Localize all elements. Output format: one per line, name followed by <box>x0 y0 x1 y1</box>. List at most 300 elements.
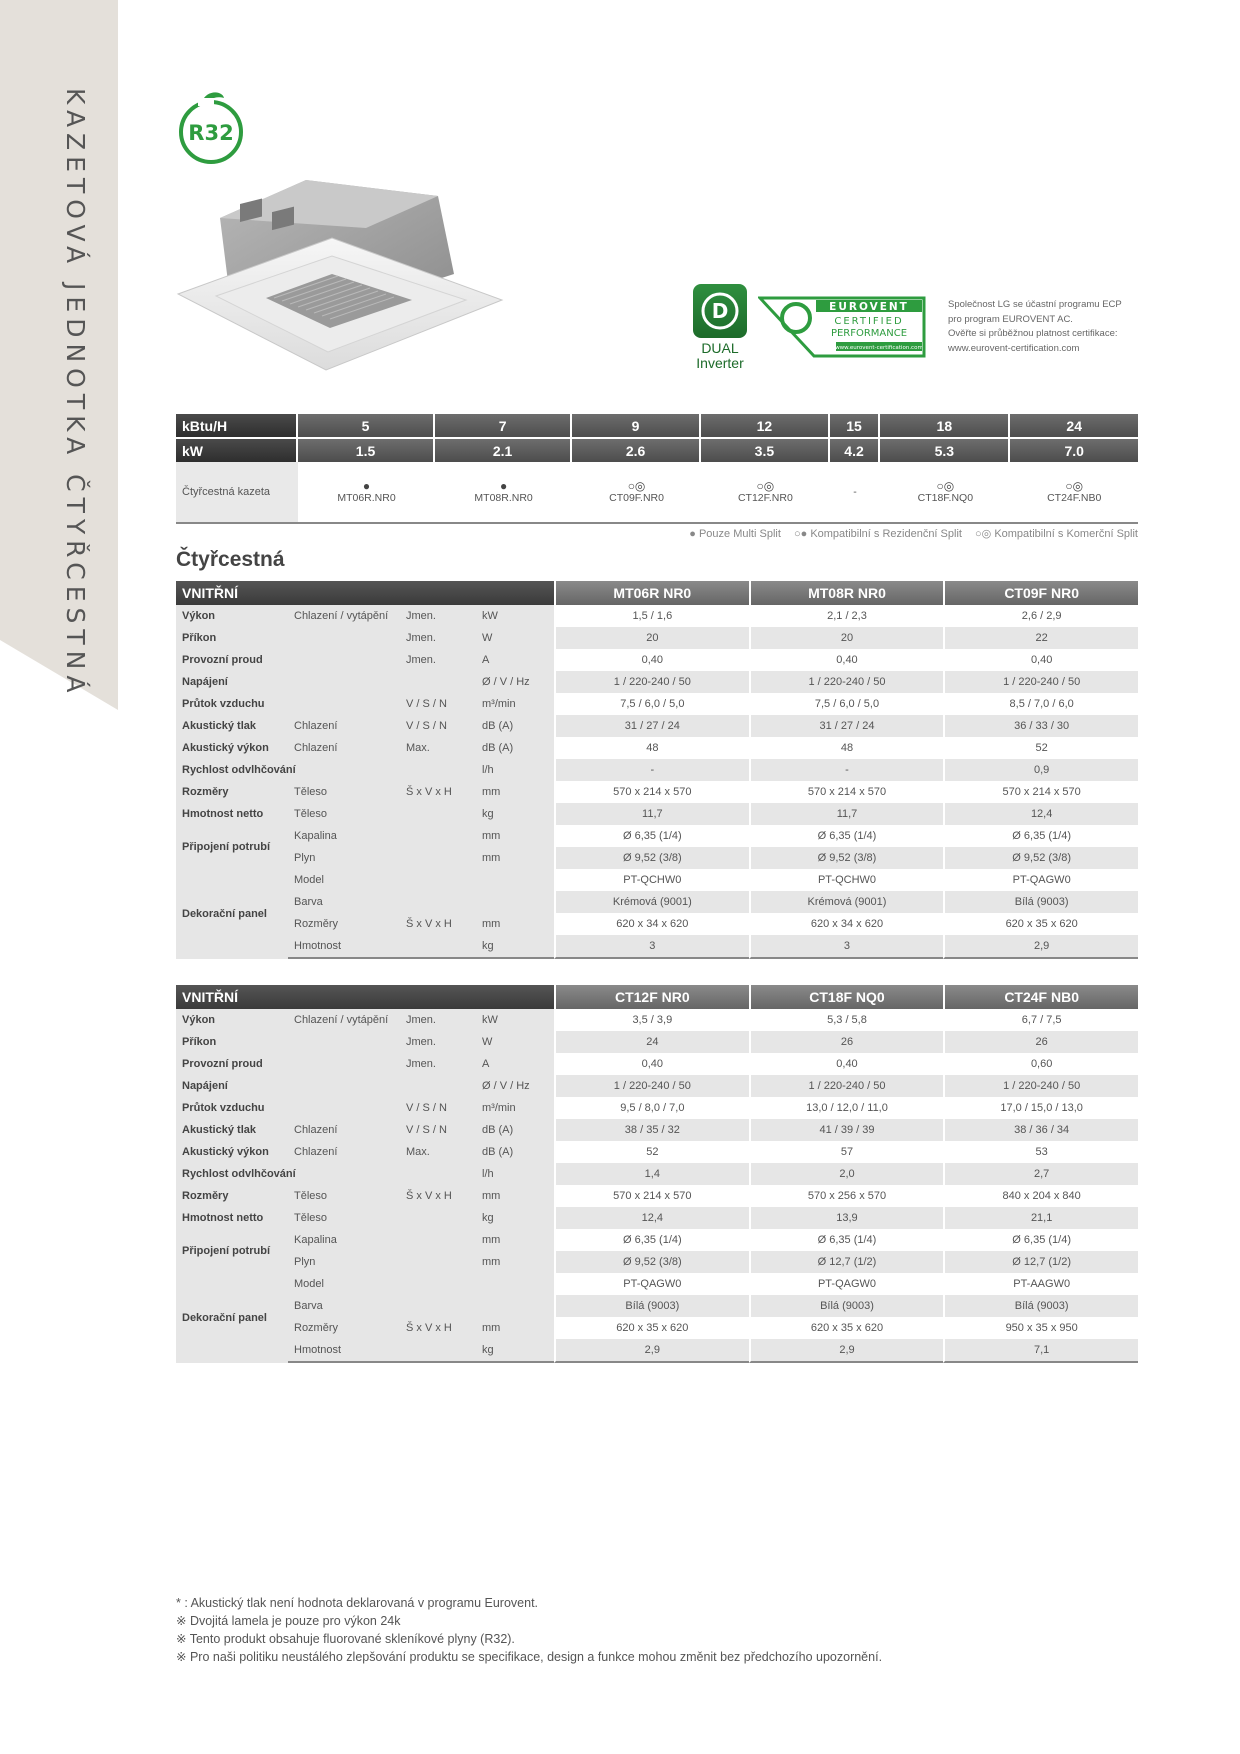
row-sub: Barva <box>288 1295 400 1317</box>
row-sub <box>288 693 400 715</box>
spec-value: Ø 9,52 (3/8) <box>749 847 944 869</box>
row-label: Příkon <box>176 1031 288 1053</box>
spec-value: 840 x 204 x 840 <box>943 1185 1138 1207</box>
spec-row <box>176 1251 1138 1273</box>
row-cond <box>400 759 476 781</box>
spec-value: 1 / 220-240 / 50 <box>554 1075 749 1097</box>
spec-value: 3 <box>749 935 944 959</box>
row-cond <box>400 1339 476 1363</box>
row-unit: l/h <box>476 759 554 781</box>
capacity-model-cell <box>880 462 1010 524</box>
spec-row <box>176 1339 1138 1363</box>
row-sub: Chlazení <box>288 737 400 759</box>
row-label: Akustický tlak <box>176 1119 288 1141</box>
row-unit <box>476 1273 554 1295</box>
spec-row <box>176 891 1138 913</box>
ecp-note-line: pro program EUROVENT AC. <box>948 313 1073 325</box>
spec-value: 36 / 33 / 30 <box>943 715 1138 737</box>
spec-row <box>176 1317 1138 1339</box>
row-unit: mm <box>476 913 554 935</box>
kbtu-value: 5 <box>298 414 435 437</box>
spec-value: Ø 6,35 (1/4) <box>943 825 1138 847</box>
row-label: Průtok vzduchu <box>176 693 288 715</box>
spec-row <box>176 1295 1138 1317</box>
row-unit: kW <box>476 1009 554 1031</box>
spec-value: 2,9 <box>554 1339 749 1363</box>
kw-value: 2.1 <box>435 437 572 462</box>
row-cond <box>400 825 476 847</box>
kbtu-value: 18 <box>880 414 1010 437</box>
row-sub: Chlazení <box>288 1119 400 1141</box>
row-cond: Jmen. <box>400 1009 476 1031</box>
row-cond <box>400 847 476 869</box>
spec-value: 48 <box>749 737 944 759</box>
spec-value: Ø 6,35 (1/4) <box>554 825 749 847</box>
eurovent-line2: CERTIFIED <box>834 316 904 327</box>
spec-row <box>176 1273 1138 1295</box>
spec-value: 570 x 214 x 570 <box>554 1185 749 1207</box>
inverter-label: Inverter <box>696 355 744 371</box>
kw-value: 7.0 <box>1010 437 1138 462</box>
row-cond: Max. <box>400 1141 476 1163</box>
spec-value: Bílá (9003) <box>943 1295 1138 1317</box>
row-cond <box>400 1163 476 1185</box>
row-sub: Kapalina <box>288 1229 400 1251</box>
spec-value: 1 / 220-240 / 50 <box>943 1075 1138 1097</box>
spec-value: 620 x 34 x 620 <box>749 913 944 935</box>
compat-legend <box>640 527 1138 540</box>
row-sub: Chlazení / vytápění <box>288 1009 400 1031</box>
spec-row <box>176 693 1138 715</box>
spec-value: 41 / 39 / 39 <box>749 1119 944 1141</box>
spec-value: 3 <box>554 935 749 959</box>
spec-value: Ø 9,52 (3/8) <box>943 847 1138 869</box>
row-unit: A <box>476 1053 554 1075</box>
row-unit <box>476 891 554 913</box>
spec-value: 570 x 256 x 570 <box>749 1185 944 1207</box>
row-cond <box>400 869 476 891</box>
row-cond: V / S / N <box>400 1097 476 1119</box>
model-header: MT06R NR0 <box>554 581 749 605</box>
spec-value: 1 / 220-240 / 50 <box>554 671 749 693</box>
spec-value: PT-QCHW0 <box>749 869 944 891</box>
spec-value: 26 <box>749 1031 944 1053</box>
eurovent-url: www.eurovent-certification.com <box>835 345 923 351</box>
compat-symbol: ○◎ <box>627 479 646 493</box>
spec-value: 22 <box>943 627 1138 649</box>
row-cond: V / S / N <box>400 693 476 715</box>
row-sub <box>288 671 400 693</box>
capacity-model-cell <box>1010 462 1138 524</box>
spec-value: 17,0 / 15,0 / 13,0 <box>943 1097 1138 1119</box>
footnote: ※ Pro naši politiku neustálého zlepšování produktu se specifikace, design a funkce mohou změnit bez předchozího upozornění. <box>176 1650 883 1664</box>
kw-value: 2.6 <box>572 437 701 462</box>
row-cond <box>400 891 476 913</box>
row-sub: Rozměry <box>288 1317 400 1339</box>
spec-header: VNITŘNÍ <box>176 581 554 605</box>
row-unit: W <box>476 1031 554 1053</box>
kbtu-value: 7 <box>435 414 572 437</box>
model-header: CT12F NR0 <box>554 985 749 1009</box>
spec-row <box>176 913 1138 935</box>
row-sub: Těleso <box>288 781 400 803</box>
row-unit: kW <box>476 605 554 627</box>
spec-value: PT-QCHW0 <box>554 869 749 891</box>
row-sub <box>288 1097 400 1119</box>
spec-value: Ø 9,52 (3/8) <box>554 847 749 869</box>
row-sub <box>288 1031 400 1053</box>
spec-value: - <box>749 759 944 781</box>
capacity-model-cell <box>701 462 830 524</box>
capacity-model-cell <box>830 462 880 524</box>
row-sub: Plyn <box>288 1251 400 1273</box>
row-sub: Barva <box>288 891 400 913</box>
spec-value: 570 x 214 x 570 <box>554 781 749 803</box>
spec-value: 1,5 / 1,6 <box>554 605 749 627</box>
spec-value: 1 / 220-240 / 50 <box>943 671 1138 693</box>
spec-value: 7,1 <box>943 1339 1138 1363</box>
dual-label: DUAL <box>701 340 739 356</box>
model-header: CT09F NR0 <box>943 581 1138 605</box>
spec-value: 13,0 / 12,0 / 11,0 <box>749 1097 944 1119</box>
spec-row <box>176 605 1138 627</box>
row-label: Průtok vzduchu <box>176 1097 288 1119</box>
spec-value: 0,40 <box>554 649 749 671</box>
row-unit: kg <box>476 1207 554 1229</box>
spec-value: 2,9 <box>749 1339 944 1363</box>
spec-row <box>176 649 1138 671</box>
kw-value: 4.2 <box>830 437 880 462</box>
row-sub: Plyn <box>288 847 400 869</box>
spec-value: Krémová (9001) <box>554 891 749 913</box>
spec-value: 2,0 <box>749 1163 944 1185</box>
spec-value: Ø 9,52 (3/8) <box>554 1251 749 1273</box>
spec-value: 11,7 <box>749 803 944 825</box>
spec-value: Krémová (9001) <box>749 891 944 913</box>
kbtu-value: 15 <box>830 414 880 437</box>
compat-symbol: ○◎ <box>1065 479 1084 493</box>
kw-label: kW <box>176 437 298 462</box>
spec-value: 620 x 35 x 620 <box>749 1317 944 1339</box>
spec-value: 2,6 / 2,9 <box>943 605 1138 627</box>
spec-value: Ø 6,35 (1/4) <box>554 1229 749 1251</box>
row-label: Provozní proud <box>176 1053 288 1075</box>
compat-symbol: ○◎ <box>936 479 955 493</box>
spec-value: 2,9 <box>943 935 1138 959</box>
spec-row <box>176 1097 1138 1119</box>
row-cond <box>400 1075 476 1097</box>
footnote: ※ Tento produkt obsahuje fluorované skleníkové plyny (R32). <box>176 1632 515 1646</box>
group-label: Dekorační panel <box>176 1273 288 1363</box>
row-sub <box>288 627 400 649</box>
spec-value: PT-QAGW0 <box>943 869 1138 891</box>
spec-table <box>176 581 1138 959</box>
row-unit: dB (A) <box>476 737 554 759</box>
spec-value: Ø 6,35 (1/4) <box>943 1229 1138 1251</box>
row-cond <box>400 671 476 693</box>
row-cond <box>400 1207 476 1229</box>
spec-value: 3,5 / 3,9 <box>554 1009 749 1031</box>
section-title: Čtyřcestná <box>176 548 285 571</box>
spec-value: 8,5 / 7,0 / 6,0 <box>943 693 1138 715</box>
spec-value: 24 <box>554 1031 749 1053</box>
compat-symbol: ○◎ <box>756 479 775 493</box>
row-unit <box>476 1295 554 1317</box>
spec-value: 52 <box>554 1141 749 1163</box>
spec-value: Bílá (9003) <box>943 891 1138 913</box>
spec-value: 26 <box>943 1031 1138 1053</box>
ecp-note-line: Společnost LG se účastní programu ECP <box>948 299 1122 310</box>
capacity-model: - <box>853 486 857 498</box>
row-unit: kg <box>476 1339 554 1363</box>
spec-value: 7,5 / 6,0 / 5,0 <box>554 693 749 715</box>
row-unit: Ø / V / Hz <box>476 1075 554 1097</box>
spec-value: 7,5 / 6,0 / 5,0 <box>749 693 944 715</box>
spec-row <box>176 869 1138 891</box>
capacity-model-cell <box>298 462 435 524</box>
row-cond <box>400 1273 476 1295</box>
row-sub <box>288 1075 400 1097</box>
row-cond <box>400 1229 476 1251</box>
spec-row <box>176 935 1138 959</box>
group-label: Připojení potrubí <box>176 1229 288 1273</box>
spec-value: 57 <box>749 1141 944 1163</box>
row-sub: Těleso <box>288 1185 400 1207</box>
kw-value: 1.5 <box>298 437 435 462</box>
spec-row <box>176 1185 1138 1207</box>
row-sub: Kapalina <box>288 825 400 847</box>
row-label: Příkon <box>176 627 288 649</box>
spec-value: 53 <box>943 1141 1138 1163</box>
spec-row <box>176 1207 1138 1229</box>
spec-value: 1 / 220-240 / 50 <box>749 671 944 693</box>
row-sub: Těleso <box>288 1207 400 1229</box>
legend-item: ○● Kompatibilní s Rezidenční Split <box>793 528 962 540</box>
kbtu-value: 9 <box>572 414 701 437</box>
group-label: Dekorační panel <box>176 869 288 959</box>
row-cond <box>400 1295 476 1317</box>
spec-row <box>176 803 1138 825</box>
spec-value: 13,9 <box>749 1207 944 1229</box>
row-label: Výkon <box>176 1009 288 1031</box>
row-cond: Š x V x H <box>400 1317 476 1339</box>
side-band <box>0 0 118 710</box>
row-unit: kg <box>476 935 554 959</box>
spec-value: Ø 12,7 (1/2) <box>749 1251 944 1273</box>
spec-value: 5,3 / 5,8 <box>749 1009 944 1031</box>
kbtu-label: kBtu/H <box>176 414 298 437</box>
spec-row <box>176 1075 1138 1097</box>
spec-row <box>176 737 1138 759</box>
spec-row <box>176 671 1138 693</box>
eurovent-line1: EUROVENT <box>829 301 909 313</box>
row-unit: mm <box>476 1185 554 1207</box>
spec-value: 0,40 <box>749 1053 944 1075</box>
row-unit: dB (A) <box>476 715 554 737</box>
spec-row <box>176 781 1138 803</box>
row-unit: W <box>476 627 554 649</box>
row-unit: mm <box>476 1229 554 1251</box>
spec-value: - <box>554 759 749 781</box>
row-label: Hmotnost netto <box>176 803 288 825</box>
spec-value: 0,40 <box>749 649 944 671</box>
row-unit: mm <box>476 781 554 803</box>
cassette-unit-image <box>176 176 504 372</box>
capacity-model: CT18F.NQ0 <box>917 492 974 504</box>
row-cond: Š x V x H <box>400 781 476 803</box>
row-label: Akustický tlak <box>176 715 288 737</box>
row-cond <box>400 803 476 825</box>
spec-value: 620 x 35 x 620 <box>554 1317 749 1339</box>
r32-label: R32 <box>188 121 234 145</box>
row-sub: Model <box>288 1273 400 1295</box>
row-sub <box>288 649 400 671</box>
spec-value: Bílá (9003) <box>554 1295 749 1317</box>
footnote: * : Akustický tlak není hodnota deklarovaná v programu Eurovent. <box>176 1596 539 1610</box>
spec-value: 1,4 <box>554 1163 749 1185</box>
spec-value: 9,5 / 8,0 / 7,0 <box>554 1097 749 1119</box>
row-unit: kg <box>476 803 554 825</box>
spec-value: 21,1 <box>943 1207 1138 1229</box>
row-unit: dB (A) <box>476 1119 554 1141</box>
spec-value: 20 <box>749 627 944 649</box>
row-unit: Ø / V / Hz <box>476 671 554 693</box>
spec-row <box>176 825 1138 847</box>
spec-value: 48 <box>554 737 749 759</box>
row-label: Provozní proud <box>176 649 288 671</box>
spec-table <box>176 985 1138 1363</box>
row-sub: Chlazení <box>288 1141 400 1163</box>
row-sub: Chlazení / vytápění <box>288 605 400 627</box>
spec-row <box>176 627 1138 649</box>
row-label: Akustický výkon <box>176 737 288 759</box>
capacity-model: MT06R.NR0 <box>337 492 396 504</box>
row-sub: Hmotnost <box>288 935 400 959</box>
kbtu-value: 24 <box>1010 414 1138 437</box>
spec-header: VNITŘNÍ <box>176 985 554 1009</box>
spec-value: 11,7 <box>554 803 749 825</box>
row-unit: mm <box>476 847 554 869</box>
row-unit: m³/min <box>476 1097 554 1119</box>
row-cond: V / S / N <box>400 1119 476 1141</box>
dual-inverter-logo <box>674 284 766 380</box>
spec-value: 570 x 214 x 570 <box>749 781 944 803</box>
r32-logo <box>176 88 246 166</box>
spec-value: 6,7 / 7,5 <box>943 1009 1138 1031</box>
model-header: CT18F NQ0 <box>749 985 944 1009</box>
row-sub: Hmotnost <box>288 1339 400 1363</box>
spec-value: Bílá (9003) <box>749 1295 944 1317</box>
row-unit: mm <box>476 1251 554 1273</box>
capacity-row-label: Čtyřcestná kazeta <box>176 462 298 524</box>
row-cond: Max. <box>400 737 476 759</box>
row-cond: Jmen. <box>400 649 476 671</box>
row-unit: mm <box>476 1317 554 1339</box>
row-sub: Těleso <box>288 803 400 825</box>
spec-row <box>176 1229 1138 1251</box>
spec-value: 12,4 <box>943 803 1138 825</box>
row-unit: mm <box>476 825 554 847</box>
spec-value: 31 / 27 / 24 <box>554 715 749 737</box>
side-title: KAZETOVÁ JEDNOTKA ČTYŘCESTNÁ <box>61 88 90 699</box>
legend-item: ○◎ Kompatibilní s Komerční Split <box>975 528 1138 540</box>
compat-symbol: ● <box>362 479 371 493</box>
footnote: ※ Dvojitá lamela je pouze pro výkon 24k <box>176 1614 401 1628</box>
spec-value: Ø 6,35 (1/4) <box>749 1229 944 1251</box>
footnotes <box>176 1594 882 1666</box>
spec-row <box>176 1163 1138 1185</box>
spec-row <box>176 715 1138 737</box>
row-unit: m³/min <box>476 693 554 715</box>
kw-value: 5.3 <box>880 437 1010 462</box>
spec-value: 0,9 <box>943 759 1138 781</box>
capacity-model: MT08R.NR0 <box>474 492 533 504</box>
spec-value: 570 x 214 x 570 <box>943 781 1138 803</box>
row-label: Rychlost odvlhčování <box>176 759 288 781</box>
compat-symbol: ● <box>499 479 508 493</box>
spec-row <box>176 1141 1138 1163</box>
row-sub: Chlazení <box>288 715 400 737</box>
spec-row <box>176 1009 1138 1031</box>
row-label: Výkon <box>176 605 288 627</box>
row-cond: V / S / N <box>400 715 476 737</box>
spec-value: 38 / 35 / 32 <box>554 1119 749 1141</box>
spec-row <box>176 1031 1138 1053</box>
model-header: CT24F NB0 <box>943 985 1138 1009</box>
spec-value: 31 / 27 / 24 <box>749 715 944 737</box>
row-cond: Jmen. <box>400 627 476 649</box>
row-label: Rozměry <box>176 1185 288 1207</box>
spec-value: 950 x 35 x 950 <box>943 1317 1138 1339</box>
spec-value: PT-AAGW0 <box>943 1273 1138 1295</box>
row-sub <box>288 1163 400 1185</box>
spec-value: 2,7 <box>943 1163 1138 1185</box>
row-label: Napájení <box>176 671 288 693</box>
capacity-model: CT09F.NR0 <box>609 492 664 504</box>
spec-value: 20 <box>554 627 749 649</box>
row-cond <box>400 1251 476 1273</box>
row-label: Rozměry <box>176 781 288 803</box>
spec-value: 1 / 220-240 / 50 <box>749 1075 944 1097</box>
capacity-model-cell <box>572 462 701 524</box>
spec-value: 12,4 <box>554 1207 749 1229</box>
row-cond: Jmen. <box>400 605 476 627</box>
model-header: MT08R NR0 <box>749 581 944 605</box>
spec-value: 620 x 34 x 620 <box>554 913 749 935</box>
eurovent-logo <box>758 296 926 358</box>
row-cond: Š x V x H <box>400 1185 476 1207</box>
spec-value: 0,40 <box>554 1053 749 1075</box>
capacity-model: CT12F.NR0 <box>737 492 793 504</box>
spec-value: 0,40 <box>943 649 1138 671</box>
spec-value: 52 <box>943 737 1138 759</box>
row-label: Rychlost odvlhčování <box>176 1163 288 1185</box>
eurovent-line3: PERFORMANCE <box>830 328 908 339</box>
row-unit <box>476 869 554 891</box>
row-label: Hmotnost netto <box>176 1207 288 1229</box>
capacity-model-cell <box>435 462 572 524</box>
spec-value: 38 / 36 / 34 <box>943 1119 1138 1141</box>
spec-value: 0,60 <box>943 1053 1138 1075</box>
spec-value: 620 x 35 x 620 <box>943 913 1138 935</box>
row-sub <box>288 1053 400 1075</box>
spec-value: 2,1 / 2,3 <box>749 605 944 627</box>
row-cond: Jmen. <box>400 1053 476 1075</box>
svg-text:D: D <box>711 299 729 323</box>
spec-value: Ø 6,35 (1/4) <box>749 825 944 847</box>
capacity-table <box>176 414 1138 524</box>
capacity-model: CT24F.NB0 <box>1047 492 1102 504</box>
